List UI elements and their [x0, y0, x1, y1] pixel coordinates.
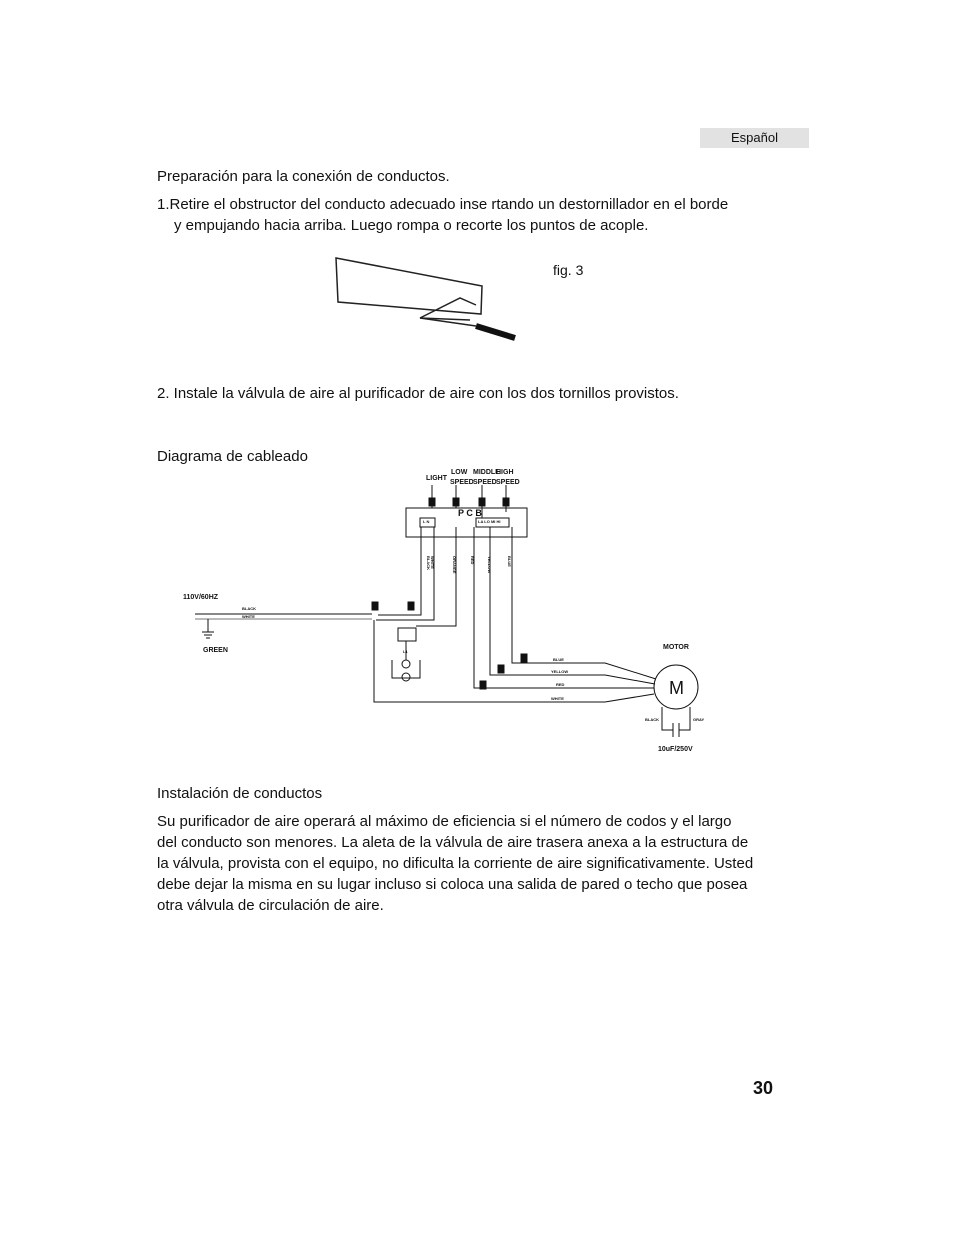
svg-text:GRAY: GRAY [693, 717, 705, 722]
step1-text: 1.Retire el obstructor del conducto adecuado inse rtando un destornillador en el borde [157, 196, 729, 213]
svg-text:LA LO MI HI: LA LO MI HI [478, 519, 501, 524]
diagram-labels [183, 469, 705, 753]
svg-text:P C B: P C B [458, 508, 482, 518]
svg-text:GREEN: GREEN [203, 647, 228, 654]
svg-text:YELLOW: YELLOW [551, 669, 569, 674]
section-title-duct-prep: Preparación para la conexión de conductos. [157, 168, 450, 185]
paragraph-line: del conducto son menores. La aleta de la válvula de aire trasera anexa a la estructura de [157, 834, 749, 851]
svg-text:LIGHT: LIGHT [426, 475, 447, 482]
svg-text:BLACK: BLACK [645, 717, 659, 722]
svg-text:SPEED: SPEED [450, 479, 474, 486]
svg-text:BLUE: BLUE [507, 556, 512, 567]
svg-text:RED: RED [556, 682, 565, 687]
paragraph-line: debe dejar la misma en su lugar incluso si coloca una salida de pared o techo que posea [157, 876, 748, 893]
paragraph-line: la válvula, provista con el equipo, no dificulta la corriente de aire significativamente. Usted [157, 855, 754, 872]
paragraph-line: otra válvula de circulación de aire. [157, 897, 384, 914]
figure-label: fig. 3 [553, 262, 584, 278]
svg-text:BLUE: BLUE [553, 657, 564, 662]
svg-text:MOTOR: MOTOR [663, 644, 689, 651]
svg-text:RED: RED [470, 556, 475, 565]
fig3-illustration [336, 258, 515, 338]
step2-text: 2. Instale la válvula de aire al purificador de aire con los dos tornillos provistos. [157, 385, 679, 402]
language-tab: Español [700, 128, 809, 148]
svg-text:L N: L N [423, 519, 430, 524]
svg-text:L1: L1 [403, 649, 408, 654]
svg-text:BLACK: BLACK [242, 606, 256, 611]
svg-text:BLACK: BLACK [426, 556, 431, 570]
svg-text:SPEED: SPEED [473, 479, 497, 486]
step1-text-cont: y empujando hacia arriba. Luego rompa o recorte los puntos de acople. [174, 217, 649, 234]
wiring-diagram [195, 485, 698, 737]
svg-text:WHITE: WHITE [551, 696, 564, 701]
svg-text:SPEED: SPEED [496, 479, 520, 486]
section-title-wiring: Diagrama de cableado [157, 448, 308, 465]
svg-text:M: M [669, 678, 684, 698]
svg-text:LOW: LOW [451, 469, 468, 476]
svg-text:HIGH: HIGH [496, 469, 514, 476]
paragraph-line: Su purificador de aire operará al máximo de eficiencia si el número de codos y el largo [157, 813, 732, 830]
svg-text:WHITE: WHITE [242, 614, 255, 619]
svg-text:ORANGE: ORANGE [452, 556, 457, 574]
svg-text:MIDDLE: MIDDLE [473, 469, 500, 476]
svg-text:WHITE: WHITE [430, 556, 435, 569]
svg-text:110V/60HZ: 110V/60HZ [183, 594, 219, 601]
page-number: 30 [753, 1078, 774, 1098]
svg-text:YELLOW: YELLOW [487, 556, 492, 574]
svg-text:10uF/250V: 10uF/250V [658, 746, 693, 753]
section-title-duct-install: Instalación de conductos [157, 785, 323, 802]
